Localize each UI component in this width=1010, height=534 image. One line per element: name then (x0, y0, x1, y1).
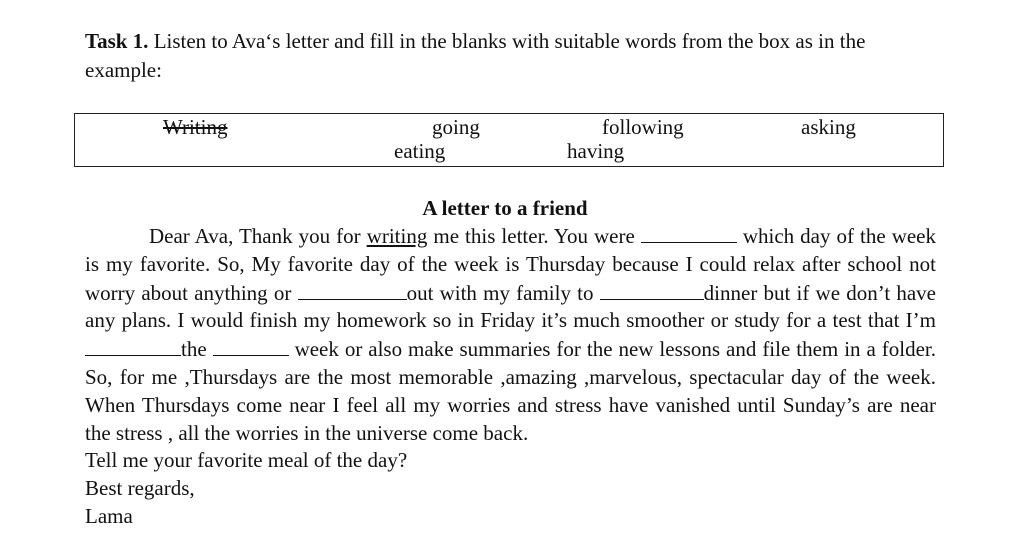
word-box (74, 113, 944, 167)
answer-blank[interactable] (85, 335, 181, 356)
task-instruction (85, 27, 935, 85)
letter-signature: Lama (85, 503, 133, 528)
letter-text: the (181, 337, 213, 362)
word-box-item: having (567, 139, 625, 163)
letter-text: week or also make summaries for the new lessons and file them in a folder. So, for me ,Thursdays are the most memorable ,amazing ,marvelous, spectacular day of the week. When Thursdays come near I feel all my worries and stress have vanished until Sunday’s are near the stress , all the worries in the universe come back. (85, 337, 936, 445)
word-box-item: following (602, 115, 684, 139)
letter-text: out with my family to (406, 280, 600, 305)
task-label: Task 1. (85, 29, 149, 53)
word-box-item: asking (801, 115, 856, 139)
answer-blank[interactable] (641, 222, 737, 243)
letter-text: Dear Ava, Thank you for (149, 224, 367, 248)
word-box-item: eating (394, 139, 446, 163)
letter-title: A letter to a friend (422, 196, 588, 220)
letter-text: dinner but if we don’t have any plans. I would finish my homework so in Friday it’s much smoother or study for a test that I’m (85, 280, 937, 333)
letter-paragraph (85, 222, 936, 447)
word-box-item: Writing (163, 115, 228, 139)
example-answer: writing (366, 224, 428, 248)
letter-question: Tell me your favorite meal of the day? (85, 448, 408, 473)
letter-text: which day of the week is my favorite. So, My favorite day of the week is Thursday because I could relax after school not worry about anything or (85, 224, 936, 305)
answer-blank[interactable] (600, 279, 704, 300)
letter-closing: Best regards, (85, 476, 195, 501)
answer-blank[interactable] (213, 335, 289, 356)
answer-blank[interactable] (298, 279, 407, 300)
word-box-item: going (432, 115, 480, 139)
letter-text: me this letter. You were (427, 224, 641, 248)
letter-body (85, 222, 936, 531)
task-text: Listen to Ava‘s letter and fill in the blanks with suitable words from the box as in the example: (85, 29, 866, 82)
